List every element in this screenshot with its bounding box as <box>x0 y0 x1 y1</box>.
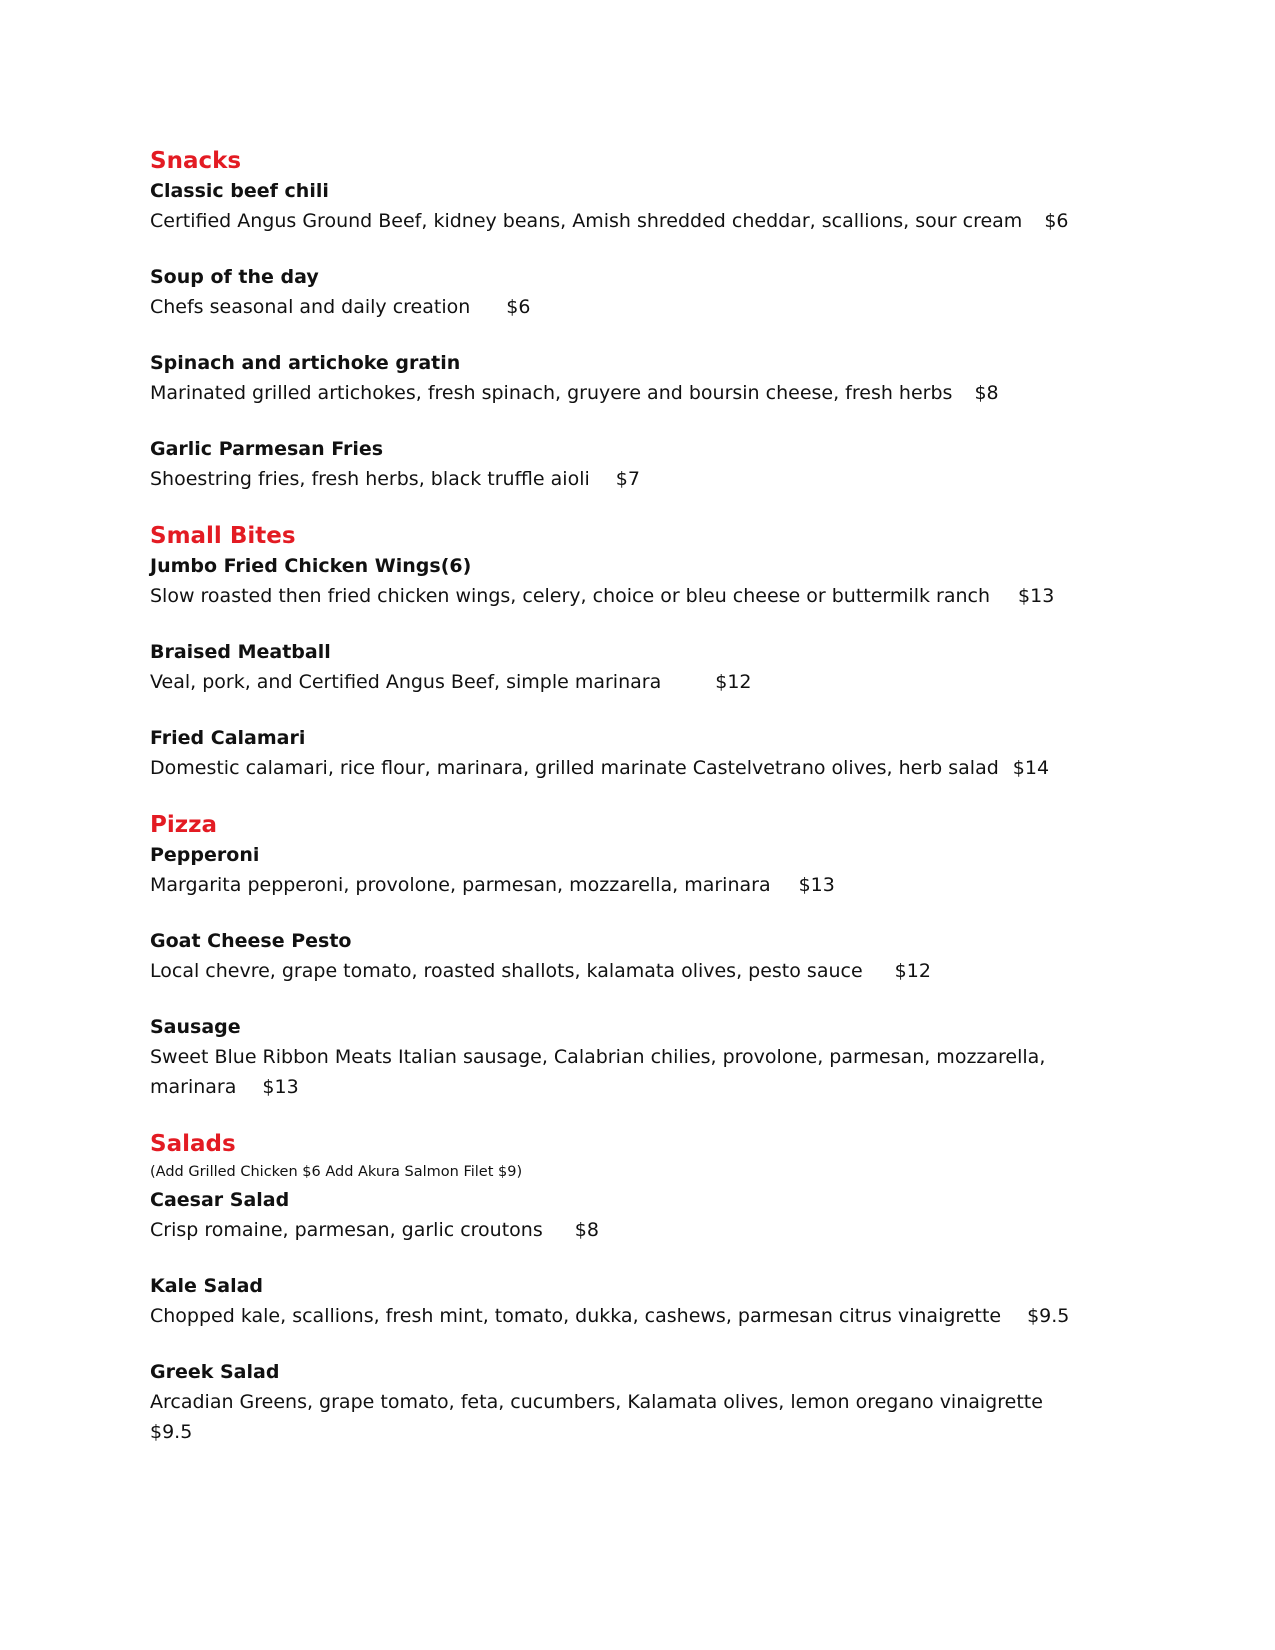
item-desc-text: Arcadian Greens, grape tomato, feta, cucumbers, Kalamata olives, lemon oregano vinaigrette <box>150 1391 1043 1413</box>
item-desc-text: Local chevre, grape tomato, roasted shallots, kalamata olives, pesto sauce <box>150 960 863 982</box>
menu-page <box>150 146 1230 1447</box>
item-name: Spinach and artichoke gratin <box>150 352 461 374</box>
item-desc-text: Margarita pepperoni, provolone, parmesan, mozzarella, marinara <box>150 874 771 896</box>
item-desc <box>150 1215 1230 1245</box>
item-name: Sausage <box>150 1016 241 1038</box>
item-price: $13 <box>798 874 835 896</box>
item-price: $9.5 <box>150 1421 193 1443</box>
item-name: Braised Meatball <box>150 641 331 663</box>
item-desc <box>150 581 1230 611</box>
item-desc-text: Shoestring fries, fresh herbs, black truffle aioli <box>150 468 590 490</box>
item-desc <box>150 464 1230 494</box>
item-price: $9.5 <box>1027 1305 1070 1327</box>
section-title-small-bites: Small Bites <box>150 523 296 549</box>
item-price-line <box>150 1417 1230 1447</box>
item-desc <box>150 1301 1230 1331</box>
item-desc-text: Slow roasted then fried chicken wings, celery, choice or bleu cheese or buttermilk ranch <box>150 585 991 607</box>
item-name: Fried Calamari <box>150 727 306 749</box>
item-desc-text: Marinated grilled artichokes, fresh spinach, gruyere and boursin cheese, fresh herbs <box>150 382 953 404</box>
item-name: Classic beef chili <box>150 180 329 202</box>
item-desc-text: Sweet Blue Ribbon Meats Italian sausage, Calabrian chilies, provolone, parmesan, mozzarella, marinara <box>150 1046 1046 1098</box>
item-name: Pepperoni <box>150 844 260 866</box>
item-name: Soup of the day <box>150 266 319 288</box>
section-note: (Add Grilled Chicken $6 Add Akura Salmon Filet $9) <box>150 1164 523 1180</box>
item-desc-text: Chefs seasonal and daily creation <box>150 296 471 318</box>
item-desc <box>150 206 1230 236</box>
item-price: $6 <box>1044 210 1069 232</box>
item-price: $7 <box>615 468 640 490</box>
item-desc-text: Chopped kale, scallions, fresh mint, tomato, dukka, cashews, parmesan citrus vinaigrette <box>150 1305 1002 1327</box>
item-name: Garlic Parmesan Fries <box>150 438 384 460</box>
item-desc-text: Veal, pork, and Certified Angus Beef, simple marinara <box>150 671 662 693</box>
item-price: $13 <box>262 1076 299 1098</box>
section-title-snacks: Snacks <box>150 148 242 174</box>
item-desc <box>150 667 1230 697</box>
item-desc <box>150 1042 1110 1102</box>
item-price: $8 <box>974 382 999 404</box>
item-desc <box>150 956 1230 986</box>
item-price: $14 <box>1012 757 1050 779</box>
item-name: Goat Cheese Pesto <box>150 930 352 952</box>
section-title-pizza: Pizza <box>150 812 218 838</box>
item-price: $6 <box>506 296 531 318</box>
item-price: $13 <box>1018 585 1055 607</box>
item-desc-text: Domestic calamari, rice flour, marinara, grilled marinate Castelvetrano olives, herb salad <box>150 757 999 779</box>
item-desc-text: Certified Angus Ground Beef, kidney beans, Amish shredded cheddar, scallions, sour cream <box>150 210 1023 232</box>
item-name: Kale Salad <box>150 1275 263 1297</box>
item-desc <box>150 753 1230 783</box>
item-desc <box>150 1387 1230 1417</box>
item-price: $12 <box>894 960 931 982</box>
item-price: $12 <box>715 671 752 693</box>
item-desc-text: Crisp romaine, parmesan, garlic croutons <box>150 1219 543 1241</box>
item-name: Jumbo Fried Chicken Wings(6) <box>150 555 472 577</box>
item-desc <box>150 378 1230 408</box>
item-name: Caesar Salad <box>150 1189 290 1211</box>
section-title-salads: Salads <box>150 1131 236 1157</box>
item-desc <box>150 292 1230 322</box>
item-price: $8 <box>574 1219 599 1241</box>
item-name: Greek Salad <box>150 1361 280 1383</box>
item-desc <box>150 870 1230 900</box>
